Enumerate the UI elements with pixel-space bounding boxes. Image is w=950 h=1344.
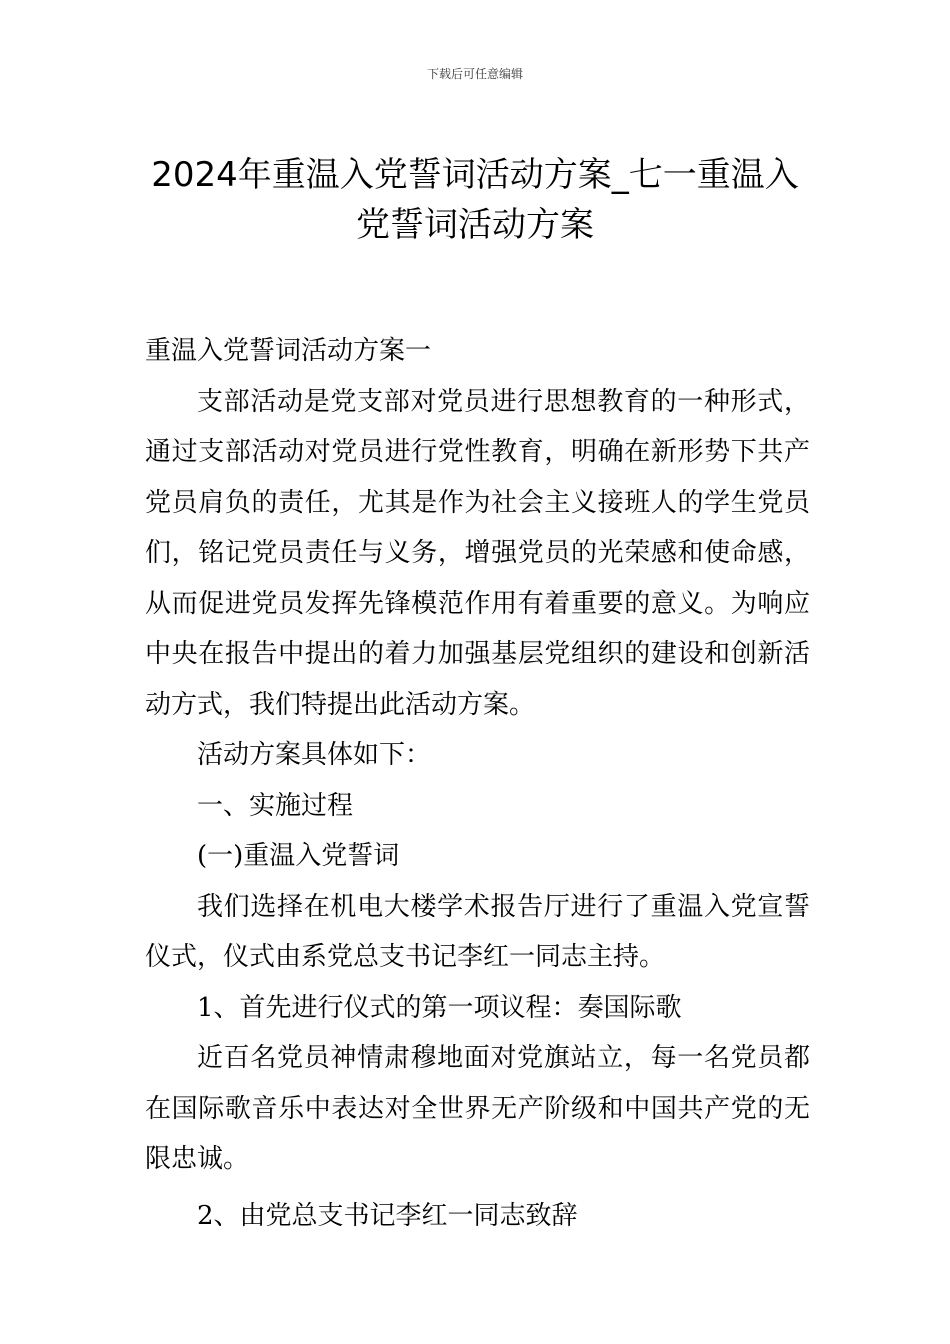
paragraph-intro: 支部活动是党支部对党员进行思想教育的一种形式，通过支部活动对党员进行党性教育，明确在新形势下共产党员肩负的责任，尤其是作为社会主义接班人的学生党员们，铭记党员责任与义务，增强党员的光荣感和使命感，从而促进党员发挥先锋模范作用有着重要的意义。为响应中央在报告中提出的着力加强基层党组织的建设和创新活动方式，我们特提出此活动方案。	[145, 386, 810, 720]
subheading-oath: (一)重温入党誓词	[197, 841, 400, 871]
item-1: 1、首先进行仪式的第一项议程：奏国际歌	[197, 992, 682, 1023]
paragraph-plan-lead: 活动方案具体如下：	[197, 740, 432, 770]
paragraph-anthem: 近百名党员神情肃穆地面对党旗站立，每一名党员都在国际歌音乐中表达对全世界无产阶级和中国共产党的无限忠诚。	[145, 1043, 810, 1174]
title-line-1: 2024年重温入党誓词活动方案_七一重温入	[151, 155, 799, 195]
paragraph-ceremony: 我们选择在机电大楼学术报告厅进行了重温入党宣誓仪式，仪式由系党总支书记李红一同志主持。	[145, 891, 810, 972]
title-line-2: 党誓词活动方案	[356, 205, 594, 245]
item-2: 2、由党总支书记李红一同志致辞	[197, 1200, 578, 1231]
document-title	[120, 150, 830, 250]
section-heading: 重温入党誓词活动方案一	[145, 336, 432, 366]
heading-implementation: 一、实施过程	[197, 790, 354, 821]
header-note: 下载后可任意编辑	[426, 67, 523, 81]
document-body	[145, 326, 810, 1241]
